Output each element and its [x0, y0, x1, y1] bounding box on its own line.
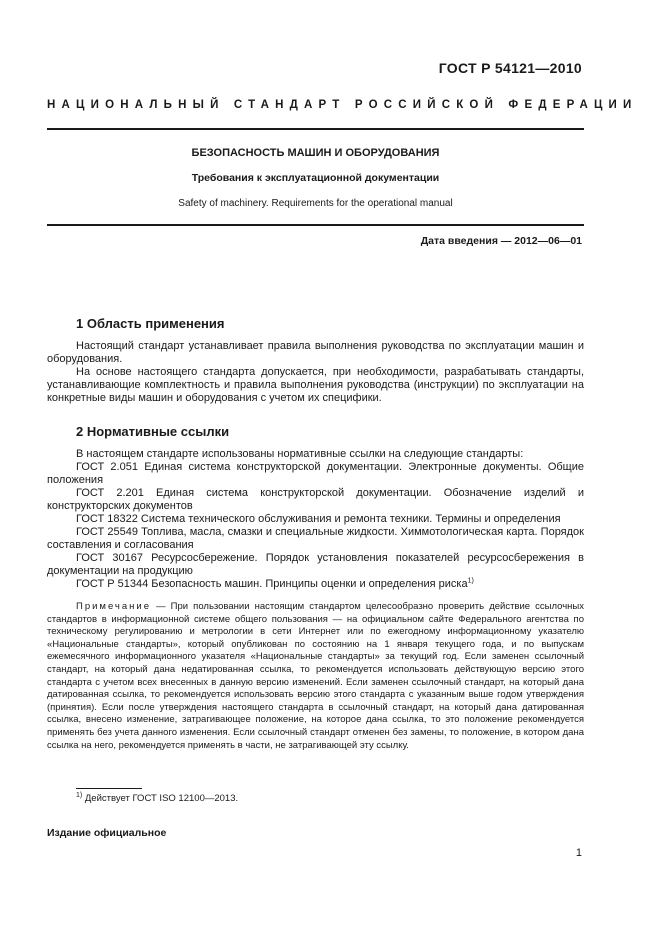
date-introduction: Дата введения — 2012—06—01 [420, 235, 582, 247]
footnote [76, 793, 238, 804]
title-rule [47, 224, 584, 226]
footnote-rule [76, 788, 142, 789]
reference-item: ГОСТ 30167 Ресурсосбережение. Порядок установления показателей ресурсосбережения в документации на продукцию [47, 552, 584, 577]
reference-item: ГОСТ 25549 Топлива, масла, смазки и специальные жидкости. Химмотологическая карта. Порядок составления и согласования [47, 526, 584, 551]
title-subtitle: Требования к эксплуатационной документации [191, 172, 440, 184]
reference-item: ГОСТ 2.201 Единая система конструкторской документации. Обозначение изделий и конструкторских документов [47, 487, 584, 512]
reference-text: ГОСТ Р 51344 Безопасность машин. Принципы оценки и определения риска [76, 578, 468, 590]
footnote-text: Действует ГОСТ ISO 12100—2013. [84, 793, 239, 804]
note-block [47, 601, 584, 752]
section1-heading: 1 Область применения [76, 316, 225, 331]
footnote-mark: 1) [467, 577, 474, 585]
section2-heading: 2 Нормативные ссылки [76, 424, 230, 439]
title-english: Safety of machinery. Requirements for the operational manual [178, 198, 453, 209]
reference-item: ГОСТ 18322 Система технического обслуживания и ремонта техники. Термины и определения [76, 513, 561, 525]
section1-body [47, 340, 584, 405]
footnote-mark: 1) [76, 791, 83, 799]
national-standard-banner: НАЦИОНАЛЬНЫЙ СТАНДАРТ РОССИЙСКОЙ ФЕДЕРАЦИИ [47, 99, 638, 111]
section2-body [47, 448, 584, 591]
note-label: Примечание [76, 601, 151, 612]
gost-code: ГОСТ Р 54121—2010 [438, 60, 582, 76]
top-rule [47, 128, 584, 130]
title-main: БЕЗОПАСНОСТЬ МАШИН И ОБОРУДОВАНИЯ [191, 147, 440, 159]
section1-paragraph: Настоящий стандарт устанавливает правила выполнения руководства по эксплуатации машин и оборудования. [47, 340, 584, 365]
reference-item [47, 578, 584, 591]
section2-paragraph: В настоящем стандарте использованы нормативные ссылки на следующие стандарты: [76, 448, 524, 460]
edition-label: Издание официальное [47, 827, 167, 839]
reference-item: ГОСТ 2.051 Единая система конструкторской документации. Электронные документы. Общие положения [47, 461, 584, 486]
note-text: — При пользовании настоящим стандартом целесообразно проверить действие ссылочных стандартов в информационной системе общего пользования — на официальном сайте Федерального агентства по техническому регулированию и метрологии в сети Интернет или по ежегодному информационному указателю «Национальные стандарты», который опубликован по состоянию на 1 января текущего года, и по выпускам ежемесячного информационного указателя «Национальные стандарты» за текущий год. Если заменен ссылочный стандарт, на который дана недатированная ссылка, то рекомендуется использовать действующую версию этого стандарта с учетом всех внесенных в данную версию изменений. Если заменен ссылочный стандарт, на который дана датированная ссылка, то рекомендуется использовать версию этого стандарта с указанным выше годом утверждения (принятия). Если после утверждения настоящего стандарта в ссылочный стандарт, на который дана датированная ссылка, внесено изменение, затрагивающее положение, на которое дана ссылка, то это положение рекомендуется применять без учета данного изменения. Если ссылочный стандарт отменен без замены, то положение, в котором дана ссылка на него, рекомендуется применять в части, не затрагивающей эту ссылку. [47, 601, 584, 751]
page-number: 1 [575, 847, 582, 859]
section1-paragraph: На основе настоящего стандарта допускается, при необходимости, разрабатывать стандарты, устанавливающие комплектность и правила выполнения руководства (инструкции) по эксплуатации на конкретные виды машин и оборудования с учетом их специфики. [47, 366, 584, 404]
note-paragraph [47, 601, 584, 752]
